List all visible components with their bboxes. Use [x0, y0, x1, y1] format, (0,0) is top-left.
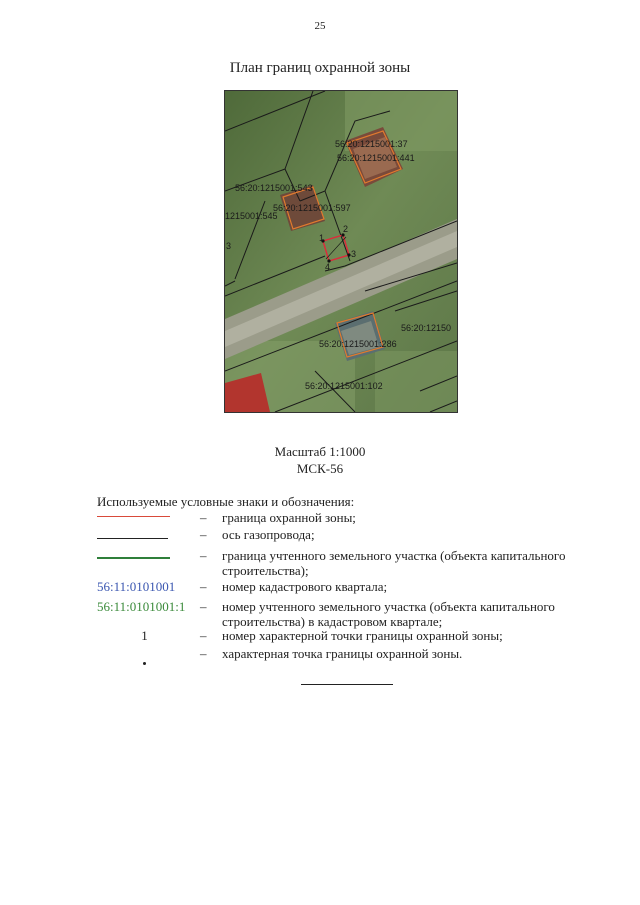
map-label: 56:20:1215001:102	[305, 381, 383, 391]
page-number: 25	[314, 20, 326, 32]
legend-desc: граница учтенного земельного участка (объекта капитального строительства);	[222, 548, 566, 578]
point-label: 2	[343, 224, 349, 234]
map-label: 56:20:1215001:286	[319, 339, 397, 349]
dash: –	[200, 527, 207, 542]
scale-block	[0, 443, 640, 477]
map-label: 1215001:545	[225, 211, 278, 221]
dash: –	[200, 548, 207, 563]
footer-divider	[301, 684, 393, 685]
dash: –	[200, 579, 207, 594]
legend-desc: ось газопровода;	[222, 527, 315, 542]
point-label: 4	[325, 262, 331, 272]
map-label: 56:20:1215001:37	[335, 139, 408, 149]
point-label: 3	[351, 249, 357, 259]
legend-desc: номер кадастрового квартала;	[222, 579, 388, 594]
cadastral-map	[224, 90, 458, 413]
map-label: 56:20:1215001:543	[235, 183, 313, 193]
map-label: 56:20:1215001:597	[273, 203, 351, 213]
point-label: 3	[226, 241, 232, 251]
dash: –	[200, 646, 207, 661]
legend-desc: характерная точка границы охранной зоны.	[222, 646, 463, 661]
black-line-symbol	[97, 538, 168, 539]
green-line-symbol	[97, 557, 170, 559]
legend-desc: номер характерной точки границы охранной зоны;	[222, 628, 503, 643]
dash: –	[200, 599, 207, 614]
legend-desc: номер учтенного земельного участка (объекта капитального строительства) в кадастровом квартале;	[222, 599, 555, 629]
scale-text: Масштаб 1:1000	[274, 444, 366, 459]
dot-icon	[143, 662, 146, 665]
point-dot-symbol	[97, 653, 192, 668]
legend-desc: граница охранной зоны;	[222, 510, 356, 525]
parcel-number-symbol: 56:11:0101001:1	[97, 599, 186, 614]
aerial-map-image	[225, 91, 457, 412]
map-label: 56:20:12150	[401, 323, 452, 333]
page-title: План границ охранной зоны	[229, 60, 411, 76]
point-number-symbol: 1	[141, 628, 148, 643]
quarter-number-symbol: 56:11:0101001	[97, 579, 176, 594]
map-label: 56:20:1215001:441	[337, 153, 415, 163]
dash: –	[200, 510, 207, 525]
legend-title: Используемые условные знаки и обозначения:	[97, 494, 355, 509]
point-label: 1	[319, 233, 325, 243]
red-line-symbol	[97, 516, 170, 517]
coordinate-system: МСК-56	[296, 461, 344, 476]
dash: –	[200, 628, 207, 643]
